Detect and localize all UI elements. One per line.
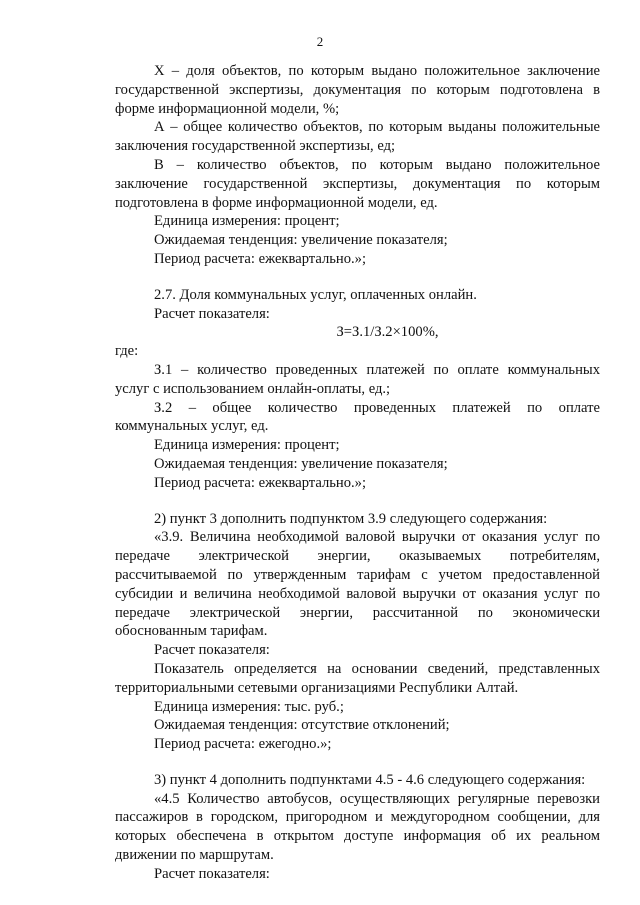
amendment-point-4: 3) пункт 4 дополнить подпунктами 4.5 - 4.6 следующего содержания:	[154, 771, 586, 788]
trend-line: Ожидаемая тенденция: отсутствие отклонений;	[154, 717, 450, 734]
paragraph-b-definition: В – количество объектов, по которым выдано положительное заключение государственной экспертизы, документация по которым подготовлена в форме информационной модели, ед.	[115, 156, 600, 211]
indicator-source: Показатель определяется на основании сведений, представленных территориальными сетевыми организациями Республики Алтай.	[115, 660, 600, 696]
paragraph-4-5: «4.5 Количество автобусов, осуществляющих регулярные перевозки пассажиров в городском, пригородном и междугородном сообщении, для которых обеспечена в открытом доступе информация об их реальном движении по маршрутам.	[115, 790, 600, 864]
unit-line: Единица измерения: тыс. руб.;	[154, 698, 344, 715]
formula: З=З.1/З.2×100%,	[336, 324, 439, 341]
paragraph-a-definition: А – общее количество объектов, по которым выданы положительные заключения государственной экспертизы, ед;	[115, 119, 600, 155]
where-label: где:	[115, 343, 139, 360]
unit-line: Единица измерения: процент;	[154, 213, 340, 230]
unit-line: Единица измерения: процент;	[154, 437, 340, 454]
paragraph-3-9: «3.9. Величина необходимой валовой выручки от оказания услуг по передаче электрической энергии, оказываемых потребителям, рассчитываемой по утвержденным тарифам с учетом предоставленной субсидии и величина необходимой валовой выручки от оказания услуг по передаче электрической энергии, рассчитанной по экономически обоснованным тарифам.	[115, 529, 600, 640]
calculation-label: Расчет показателя:	[154, 642, 270, 659]
trend-line: Ожидаемая тенденция: увеличение показателя;	[154, 232, 448, 249]
page-number: 2	[316, 34, 324, 49]
document-body	[115, 62, 600, 884]
trend-line: Ожидаемая тенденция: увеличение показателя;	[154, 455, 448, 472]
paragraph-x-definition: Х – доля объектов, по которым выдано положительное заключение государственной экспертизы, документация по которым подготовлена в форме информационной модели, %;	[115, 63, 600, 117]
section-heading-2-7: 2.7. Доля коммунальных услуг, оплаченных онлайн.	[154, 286, 477, 303]
period-line: Период расчета: ежеквартально.»;	[154, 250, 367, 267]
calculation-label: Расчет показателя:	[154, 305, 270, 322]
period-line: Период расчета: ежеквартально.»;	[154, 474, 367, 491]
calculation-label: Расчет показателя:	[154, 865, 270, 882]
paragraph-z2-definition: З.2 – общее количество проведенных платежей по оплате коммунальных услуг, ед.	[115, 399, 600, 435]
period-line: Период расчета: ежегодно.»;	[154, 736, 332, 753]
amendment-point-3: 2) пункт 3 дополнить подпунктом 3.9 следующего содержания:	[154, 510, 548, 527]
paragraph-z1-definition: З.1 – количество проведенных платежей по оплате коммунальных услуг с использованием онлайн-оплаты, ед.;	[115, 361, 600, 397]
